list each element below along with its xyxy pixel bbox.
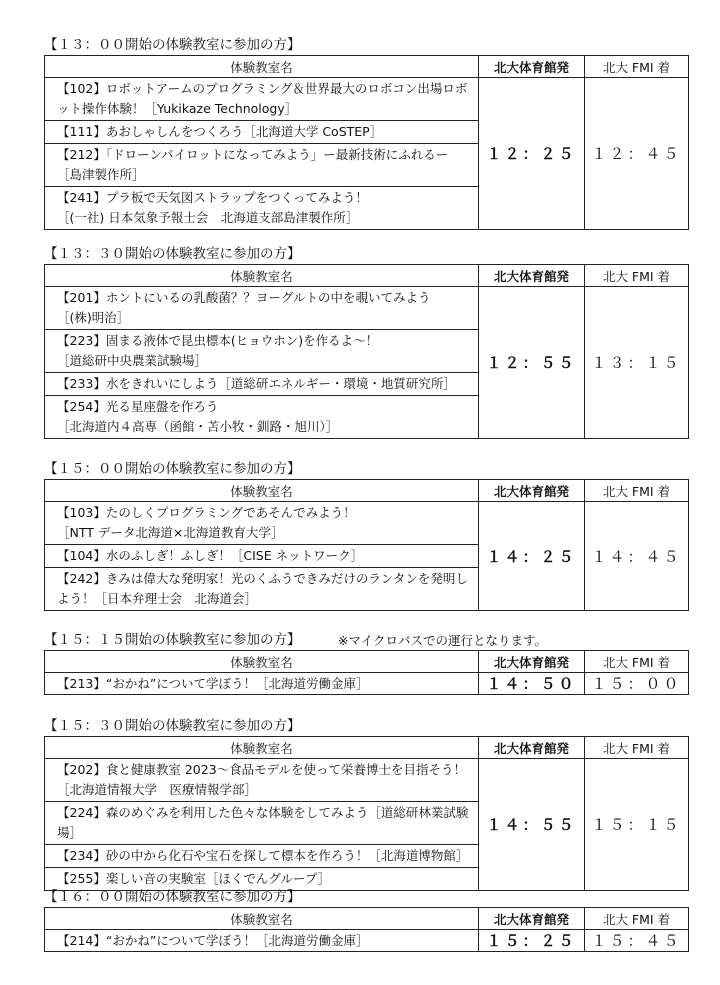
class-name-line: ［(一社) 日本気象予報士会 北海道支部島津製作所］ bbox=[57, 210, 359, 225]
table-header-row bbox=[45, 480, 689, 502]
class-name-line: 【202】食と健康教室 2023〜食品モデルを使って栄養博士を目指そう！ bbox=[57, 762, 467, 777]
section-heading: 【１５：００開始の体験教室に参加の方】 bbox=[44, 461, 301, 477]
column-header-departure: 北大体育館発 bbox=[479, 265, 585, 287]
class-name-line: ［北海道情報大学 医療情報学部］ bbox=[57, 782, 258, 797]
section-heading: 【１５：３０開始の体験教室に参加の方】 bbox=[44, 718, 301, 734]
class-name-cell bbox=[45, 396, 479, 439]
arrival-time: １４：４５ bbox=[585, 502, 689, 611]
arrival-time: １５：１５ bbox=[585, 759, 689, 891]
departure-time: １４：５０ bbox=[479, 673, 585, 695]
schedule-table bbox=[44, 736, 689, 891]
class-name-cell bbox=[45, 759, 479, 802]
arrival-time: １５：４５ bbox=[585, 930, 689, 952]
class-name-cell bbox=[45, 373, 479, 396]
class-name-cell bbox=[45, 287, 479, 330]
column-header-arrival: 北大 FMI 着 bbox=[585, 56, 689, 78]
class-name-cell bbox=[45, 845, 479, 868]
class-name-cell bbox=[45, 187, 479, 230]
class-name-line: 【254】光る星座盤を作ろう bbox=[57, 399, 219, 414]
class-name-line: よう！［日本弁理士会 北海道会］ bbox=[57, 591, 258, 606]
class-name-line: 【104】水のふしぎ！ふしぎ！［CISE ネットワーク］ bbox=[57, 548, 364, 563]
table-header-row bbox=[45, 737, 689, 759]
column-header-departure: 北大体育館発 bbox=[479, 737, 585, 759]
column-header-arrival: 北大 FMI 着 bbox=[585, 265, 689, 287]
schedule-table bbox=[44, 55, 689, 230]
column-header-arrival: 北大 FMI 着 bbox=[585, 651, 689, 673]
class-name-line: ［NTT データ北海道×北海道教育大学］ bbox=[57, 525, 284, 540]
class-name-line: 【201】ホントにいるの乳酸菌？？ヨーグルトの中を覗いてみよう bbox=[57, 290, 431, 305]
column-header-arrival: 北大 FMI 着 bbox=[585, 480, 689, 502]
schedule-section bbox=[44, 460, 688, 611]
class-name-line: 【224】森のめぐみを利用した色々な体験をしてみよう［道総研林業試験場］ bbox=[57, 805, 469, 840]
class-name-cell bbox=[45, 930, 479, 952]
table-header-row bbox=[45, 265, 689, 287]
departure-time: １４：２５ bbox=[479, 502, 585, 611]
column-header-departure: 北大体育館発 bbox=[479, 908, 585, 930]
table-row bbox=[45, 930, 689, 952]
table-header-row bbox=[45, 908, 689, 930]
schedule-section bbox=[44, 245, 688, 439]
schedule-section bbox=[44, 717, 688, 891]
schedule-table bbox=[44, 479, 689, 611]
column-header-departure: 北大体育館発 bbox=[479, 56, 585, 78]
class-name-line: 【242】きみは偉大な発明家！光のくふうできみだけのランタンを発明し bbox=[57, 571, 468, 586]
column-header-arrival: 北大 FMI 着 bbox=[585, 908, 689, 930]
section-heading: 【１３：３０開始の体験教室に参加の方】 bbox=[44, 246, 301, 262]
column-header-arrival: 北大 FMI 着 bbox=[585, 737, 689, 759]
table-row bbox=[45, 78, 689, 121]
column-header-name: 体験教室名 bbox=[45, 651, 479, 673]
schedule-table bbox=[44, 650, 689, 695]
class-name-cell bbox=[45, 802, 479, 845]
class-name-line: ［(株)明治］ bbox=[57, 310, 130, 325]
table-row bbox=[45, 502, 689, 545]
schedule-section bbox=[44, 36, 688, 230]
class-name-line: 【212】「ドローンパイロットになってみよう」ー最新技術にふれるー bbox=[57, 147, 449, 162]
column-header-name: 体験教室名 bbox=[45, 265, 479, 287]
schedule-table bbox=[44, 264, 689, 439]
schedule-section bbox=[44, 888, 688, 952]
class-name-cell bbox=[45, 121, 479, 144]
arrival-time: １３：１５ bbox=[585, 287, 689, 439]
section-heading: 【１５：１５開始の体験教室に参加の方】 ※マイクロバスでの運行となります。 bbox=[44, 632, 547, 648]
class-name-cell bbox=[45, 78, 479, 121]
class-name-line: 【233】水をきれいにしよう［道総研エネルギー・環境・地質研究所］ bbox=[57, 376, 456, 391]
column-header-name: 体験教室名 bbox=[45, 737, 479, 759]
arrival-time: １２：４５ bbox=[585, 78, 689, 230]
schedule-table bbox=[44, 907, 689, 952]
section-heading: 【１６：００開始の体験教室に参加の方】 bbox=[44, 889, 301, 905]
class-name-line: ［道総研中央農業試験場］ bbox=[57, 353, 208, 368]
class-name-cell bbox=[45, 144, 479, 187]
class-name-cell bbox=[45, 330, 479, 373]
class-name-line: 【214】“おかね”について学ぼう！［北海道労働金庫］ bbox=[57, 932, 369, 948]
table-row bbox=[45, 759, 689, 802]
class-name-line: 【102】ロボットアームのプログラミング＆世界最大のロボコン出場ロボ bbox=[57, 81, 468, 96]
departure-time: １２：２５ bbox=[479, 78, 585, 230]
class-name-line: ［北海道内４高専（函館・苫小牧・釧路・旭川）］ bbox=[57, 419, 339, 434]
class-name-cell bbox=[45, 545, 479, 568]
column-header-departure: 北大体育館発 bbox=[479, 651, 585, 673]
arrival-time: １５：００ bbox=[585, 673, 689, 695]
column-header-name: 体験教室名 bbox=[45, 908, 479, 930]
class-name-line: 【103】たのしくプログラミングであそんでみよう！ bbox=[57, 505, 356, 520]
class-name-line: 【213】“おかね”について学ぼう！［北海道労働金庫］ bbox=[57, 675, 369, 691]
departure-time: １４：５５ bbox=[479, 759, 585, 891]
class-name-line: 【234】砂の中から化石や宝石を探して標本を作ろう！［北海道博物館］ bbox=[57, 848, 469, 863]
table-row bbox=[45, 287, 689, 330]
section-note: ※マイクロバスでの運行となります。 bbox=[338, 633, 547, 648]
class-name-cell bbox=[45, 502, 479, 545]
column-header-departure: 北大体育館発 bbox=[479, 480, 585, 502]
class-name-line: 【241】プラ板で天気図ストラップをつくってみよう！ bbox=[57, 190, 368, 205]
departure-time: １２：５５ bbox=[479, 287, 585, 439]
class-name-line: 【111】あおしゃしんをつくろう［北海道大学 CoSTEP］ bbox=[57, 124, 383, 139]
column-header-name: 体験教室名 bbox=[45, 56, 479, 78]
column-header-name: 体験教室名 bbox=[45, 480, 479, 502]
class-name-cell bbox=[45, 568, 479, 611]
class-name-line: 【223】固まる液体で昆虫標本(ヒョウホン)を作るよ〜！ bbox=[57, 333, 379, 348]
class-name-cell bbox=[45, 673, 479, 695]
table-header-row bbox=[45, 651, 689, 673]
section-heading: 【１３：００開始の体験教室に参加の方】 bbox=[44, 37, 301, 53]
class-name-line: ット操作体験！［Yukikaze Technology］ bbox=[57, 101, 298, 116]
class-name-line: ［島津製作所］ bbox=[57, 167, 145, 182]
table-row bbox=[45, 673, 689, 695]
schedule-section bbox=[44, 631, 688, 695]
departure-time: １５：２５ bbox=[479, 930, 585, 952]
class-name-line: 【255】楽しい音の実験室［ほくでんグループ］ bbox=[57, 871, 331, 886]
table-header-row bbox=[45, 56, 689, 78]
